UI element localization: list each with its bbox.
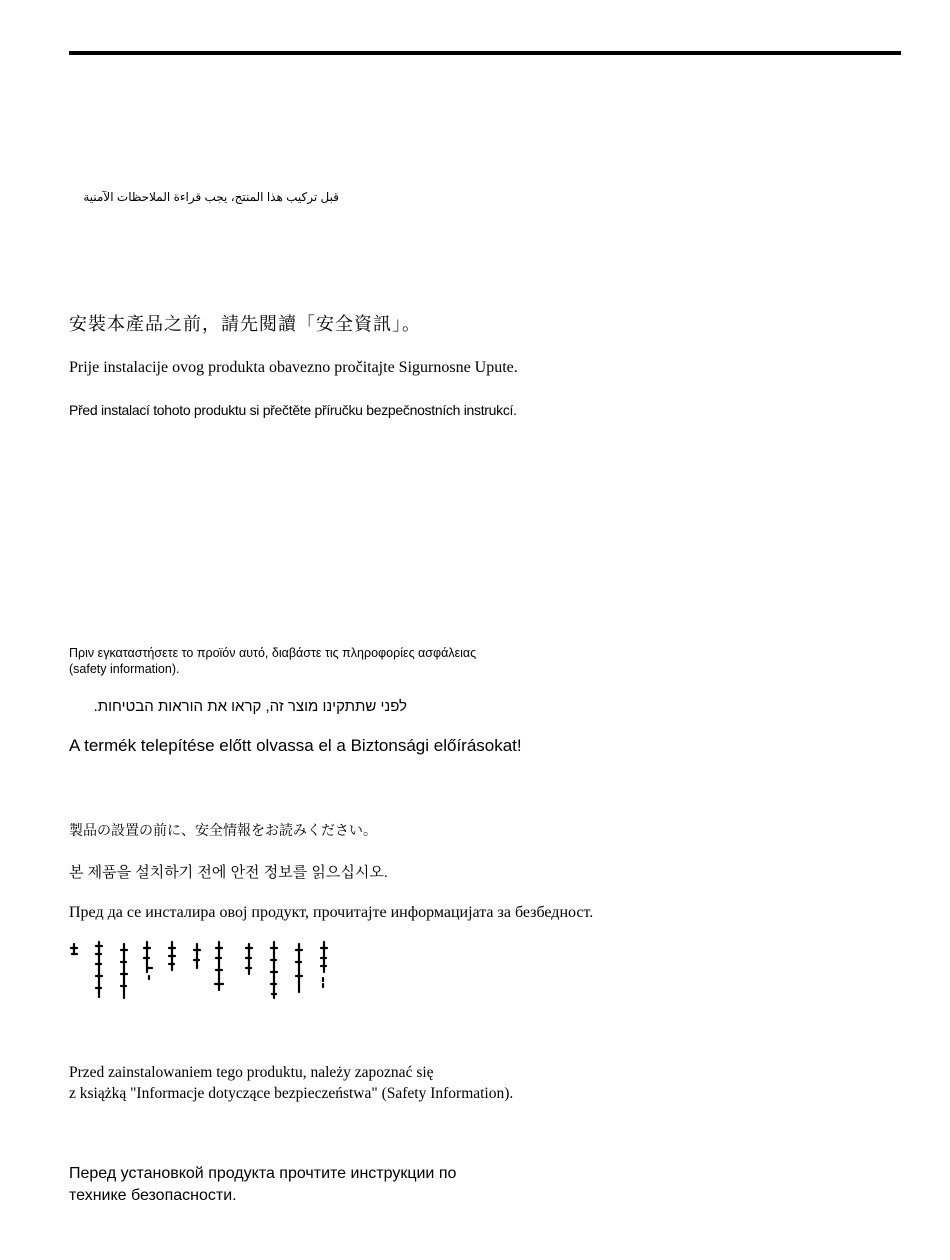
notice-polish-line-2: z książką "Informacje dotyczące bezpieczeństwa" (Safety Information). xyxy=(69,1085,514,1102)
notice-japanese: 製品の設置の前に、安全情報をお読みください。 xyxy=(69,822,377,838)
notice-greek-line-2: (safety information). xyxy=(69,662,180,676)
notice-greek-line-1: Πριν εγκαταστήσετε το προϊόν αυτό, διαβάστε τις πληροφορίες ασφάλειας xyxy=(69,646,477,660)
notice-chinese-traditional: 安裝本產品之前，請先閱讀「安全資訊」。 xyxy=(69,314,421,335)
mongolian-script-image xyxy=(69,940,339,1000)
notice-hebrew: לפני שתתקינו מוצר זה, קראו את הוראות הבטיחות. xyxy=(93,698,407,715)
notice-croatian: Prije instalacije ovog produkta obavezno pročitajte Sigurnosne Upute. xyxy=(69,359,518,376)
notice-macedonian: Пред да се инсталира овој продукт, прочитајте информацијата за безбедност. xyxy=(69,904,594,921)
notice-czech: Před instalací tohoto produktu si přečtěte příručku bezpečnostních instrukcí. xyxy=(69,402,517,418)
notice-polish-line-1: Przed zainstalowaniem tego produktu, należy zapoznać się xyxy=(69,1064,434,1081)
notice-polish xyxy=(69,1062,513,1104)
notice-greek xyxy=(69,645,476,677)
notice-hungarian: A termék telepítése előtt olvassa el a Biztonsági előírásokat! xyxy=(69,736,522,755)
notice-russian xyxy=(69,1163,456,1207)
notice-korean: 본 제품을 설치하기 전에 안전 정보를 읽으십시오. xyxy=(69,864,388,881)
notice-russian-line-1: Перед установкой продукта прочтите инструкции по xyxy=(69,1165,457,1182)
notice-arabic: قبل تركيب هذا المنتج، يجب قراءة الملاحظات الآمنية xyxy=(83,190,339,204)
top-rule xyxy=(69,51,901,55)
notice-russian-line-2: технике безопасности. xyxy=(69,1187,237,1204)
